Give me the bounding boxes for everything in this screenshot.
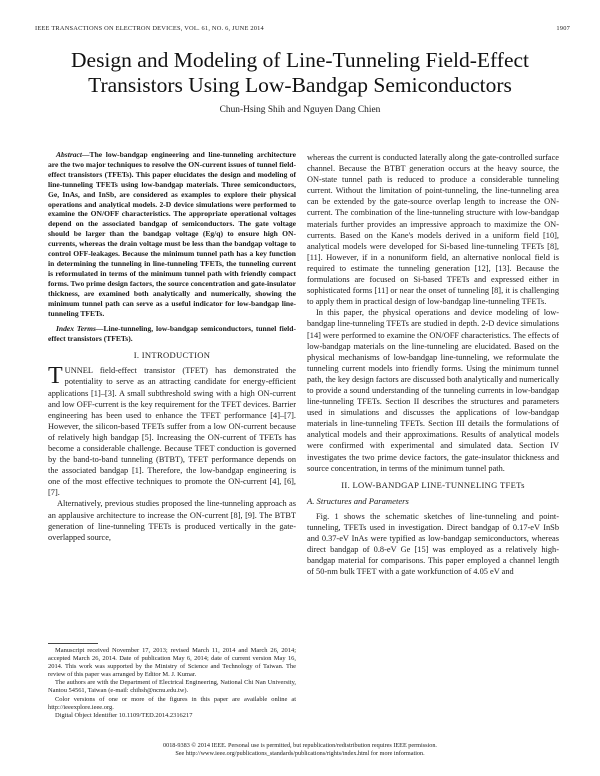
abstract-label: Abstract— — [56, 150, 90, 159]
drop-cap: T — [48, 363, 63, 390]
intro-paragraph-1 — [48, 365, 296, 498]
intro-paragraph-3: whereas the current is conducted laterally along the gate-controlled surface channel. Because the BTBT generation occurs at the heavy source, the ON-state tunnel path is reduced to produce a considerable tunneling current. Without the limitation of point-tunneling, the line-tunneling area can be extended by the gate-source overlap length to increase the ON-current. The combination of the line-tunneling structure with low-bandgap materials further provides an impressive approach to maximize the ON-currents. Based on the Kane's models derived in a uniform field [10], analytical models were developed for Si-based line-tunneling TFETs [8], [11]. However, if in a nonuniform field, an alternative nonlocal field is required to estimate the tunneling generation [12], [13]. Because the formulations are focused on Si-based TFETs and expressed either in sophisticated forms [11] or near the onset of tunneling [8], it is challenging to apply them in practical design of low-bandgap line-tunneling TFETs. — [307, 153, 559, 307]
left-column — [48, 150, 296, 543]
subsection-heading-structures: A. Structures and Parameters — [307, 495, 409, 506]
intro-paragraph-1-text: UNNEL field-effect transistor (TFET) has demonstrated the potentiality to serve as an attracting candidate for energy-efficient applications [1]–[3]. A small subthreshold swing with a high ON-current and low OFF-current is the key requirement for the TFET devices. Barrier engineering has been used to enhance the TFET performance [4]–[7]. However, the silicon-based TFETs suffer from a low ON-current because of relatively high bandgap [5]. Increasing the ON-current of TFETs has become a considerable challenge. Because TFET conduction is governed by the band-to-band tunneling (BTBT), TFET performance depends on the associated bandgap [1]. Therefore, the low-bandgap engineering is one of the most effective techniques to promote the ON-current [4], [6], [7]. — [48, 366, 296, 498]
section-heading-low-bandgap: II. LOW-BANDGAP LINE-TUNNELING TFETs — [341, 479, 525, 490]
footnote-manuscript: Manuscript received November 17, 2013; revised March 11, 2014 and March 26, 2014; accepted March 26, 2014. Date of publication May 6, 2014; date of current version May 16, 2014. This work was supported by the Ministry of Science and Technology of Taiwan. The review of this paper was arranged by Editor M. J. Kumar. — [48, 647, 296, 679]
index-terms-text: Line-tunneling, low-bandgap semiconductors, tunnel field-effect transistors (TFETs). — [48, 324, 296, 344]
footnote-doi: Digital Object Identifier 10.1109/TED.2014.2316217 — [55, 711, 193, 719]
footnote-authors: The authors are with the Department of Electrical Engineering, National Chi Nan University, Nantou 54561, Taiwan (e-mail: chihsh@ncnu.edu.tw). — [48, 679, 296, 695]
intro-paragraph-2: Alternatively, previous studies proposed the line-tunneling approach as an applausive architecture to increase the ON-current [8], [9]. The BTBT generation of line-tunneling TFETs is produced vertically in the gate-overlapped source, — [48, 499, 296, 542]
right-column — [307, 152, 559, 577]
footnotes — [48, 643, 296, 720]
abstract-text: The low-bandgap engineering and line-tunneling architecture are the two major techniques to resolve the ON-current issues of tunnel field-effect transistors (TFETs). This paper elucidates the design and modeling of line-tunneling TFETs using low-bandgap materials. Three semiconductors, Ge, InAs, and InSb, are considered as examples to explore their physical operations and analytical models. 2-D device simulations were performed to examine the ON/OFF characteristics. The appropriate operational voltages depend on the associated bandgap of semiconductors. The gate voltage should be larger than the bandgap voltage (Eg/q) to ensure high ON-currents, whereas the drain voltage must be less than the bandgap voltage to control OFF-leakages. Because the minimum tunnel path has a key function in determining the tunneling in line-tunneling TFETs, the tunneling current is reformulated in terms of the minimum tunnel path with friendly compact forms. Two prime design factors, the source concentration and gate-insulator thickness, are examined both analytically and numerically, showing the minimum tunnel path can serve as a useful indicator for low-bandgap line-tunneling TFETs. — [48, 150, 296, 318]
paper-authors: Chun-Hsing Shih and Nguyen Dang Chien — [219, 105, 381, 115]
index-terms — [48, 324, 296, 344]
intro-paragraph-4: In this paper, the physical operations and device modeling of low-bandgap line-tunneling TFETs are studied in depth. 2-D device simulations [14] were performed to examine the ON/OFF characteristics. The effects of low-bandgap materials on the line-tunneling are elucidated. Based on the physical mechanisms of low-bandgap line-tunneling, we reformulate the tunneling current models into friendly forms. Using the minimum tunnel path, the key design factors are discussed both analytically and numerically to provide a sound understanding of the tunneling currents in low-bandgap line-tunneling TFETs. Section II describes the structures and parameters used in simulations and discusses the applications of low-bandgap materials in line-tunneling TFETs. Section III details the formulations of analytical models and their approximations. Results of analytical models were confirmed with experimental and simulated data. Section IV investigates the two prime device factors, the gate-insulator thickness and source concentration, in terms of the minimum tunnel path. — [307, 308, 559, 473]
paper-title: Design and Modeling of Line-Tunneling Field-Effect Transistors Using Low-Bandgap Semiconductors — [71, 48, 529, 97]
footnote-rule — [48, 643, 98, 644]
section2-paragraph-1: Fig. 1 shows the schematic sketches of line-tunneling and point-tunneling, TFETs used in investigation. Direct bandgap of 0.17-eV InSb and 0.37-eV InAs were typified as low-bandgap semiconductors, whereas direct bandgap of 0.8-eV Ge [15] was employed as a relatively high-bandgap material for comparisons. This paper employed a channel length of 50-nm bulk TFET with a gate workfunction of 4.05 eV and — [307, 511, 559, 577]
running-head — [35, 25, 570, 32]
page-number: 1907 — [556, 25, 570, 32]
copyright-line-2: See http://www.ieee.org/publications_standards/publications/rights/index.html for more information. — [175, 750, 425, 758]
copyright-line-1: 0018-9383 © 2014 IEEE. Personal use is permitted, but republication/redistribution requires IEEE permission. — [163, 742, 437, 749]
index-terms-label: Index Terms— — [56, 324, 104, 334]
copyright-notice — [30, 742, 570, 759]
journal-header: IEEE TRANSACTIONS ON ELECTRON DEVICES, VOL. 61, NO. 6, JUNE 2014 — [35, 25, 264, 32]
abstract — [48, 150, 296, 318]
section-heading-introduction: I. INTRODUCTION — [133, 350, 211, 361]
footnote-color: Color versions of one or more of the figures in this paper are available online at http://ieeexplore.ieee.org. — [48, 695, 296, 711]
